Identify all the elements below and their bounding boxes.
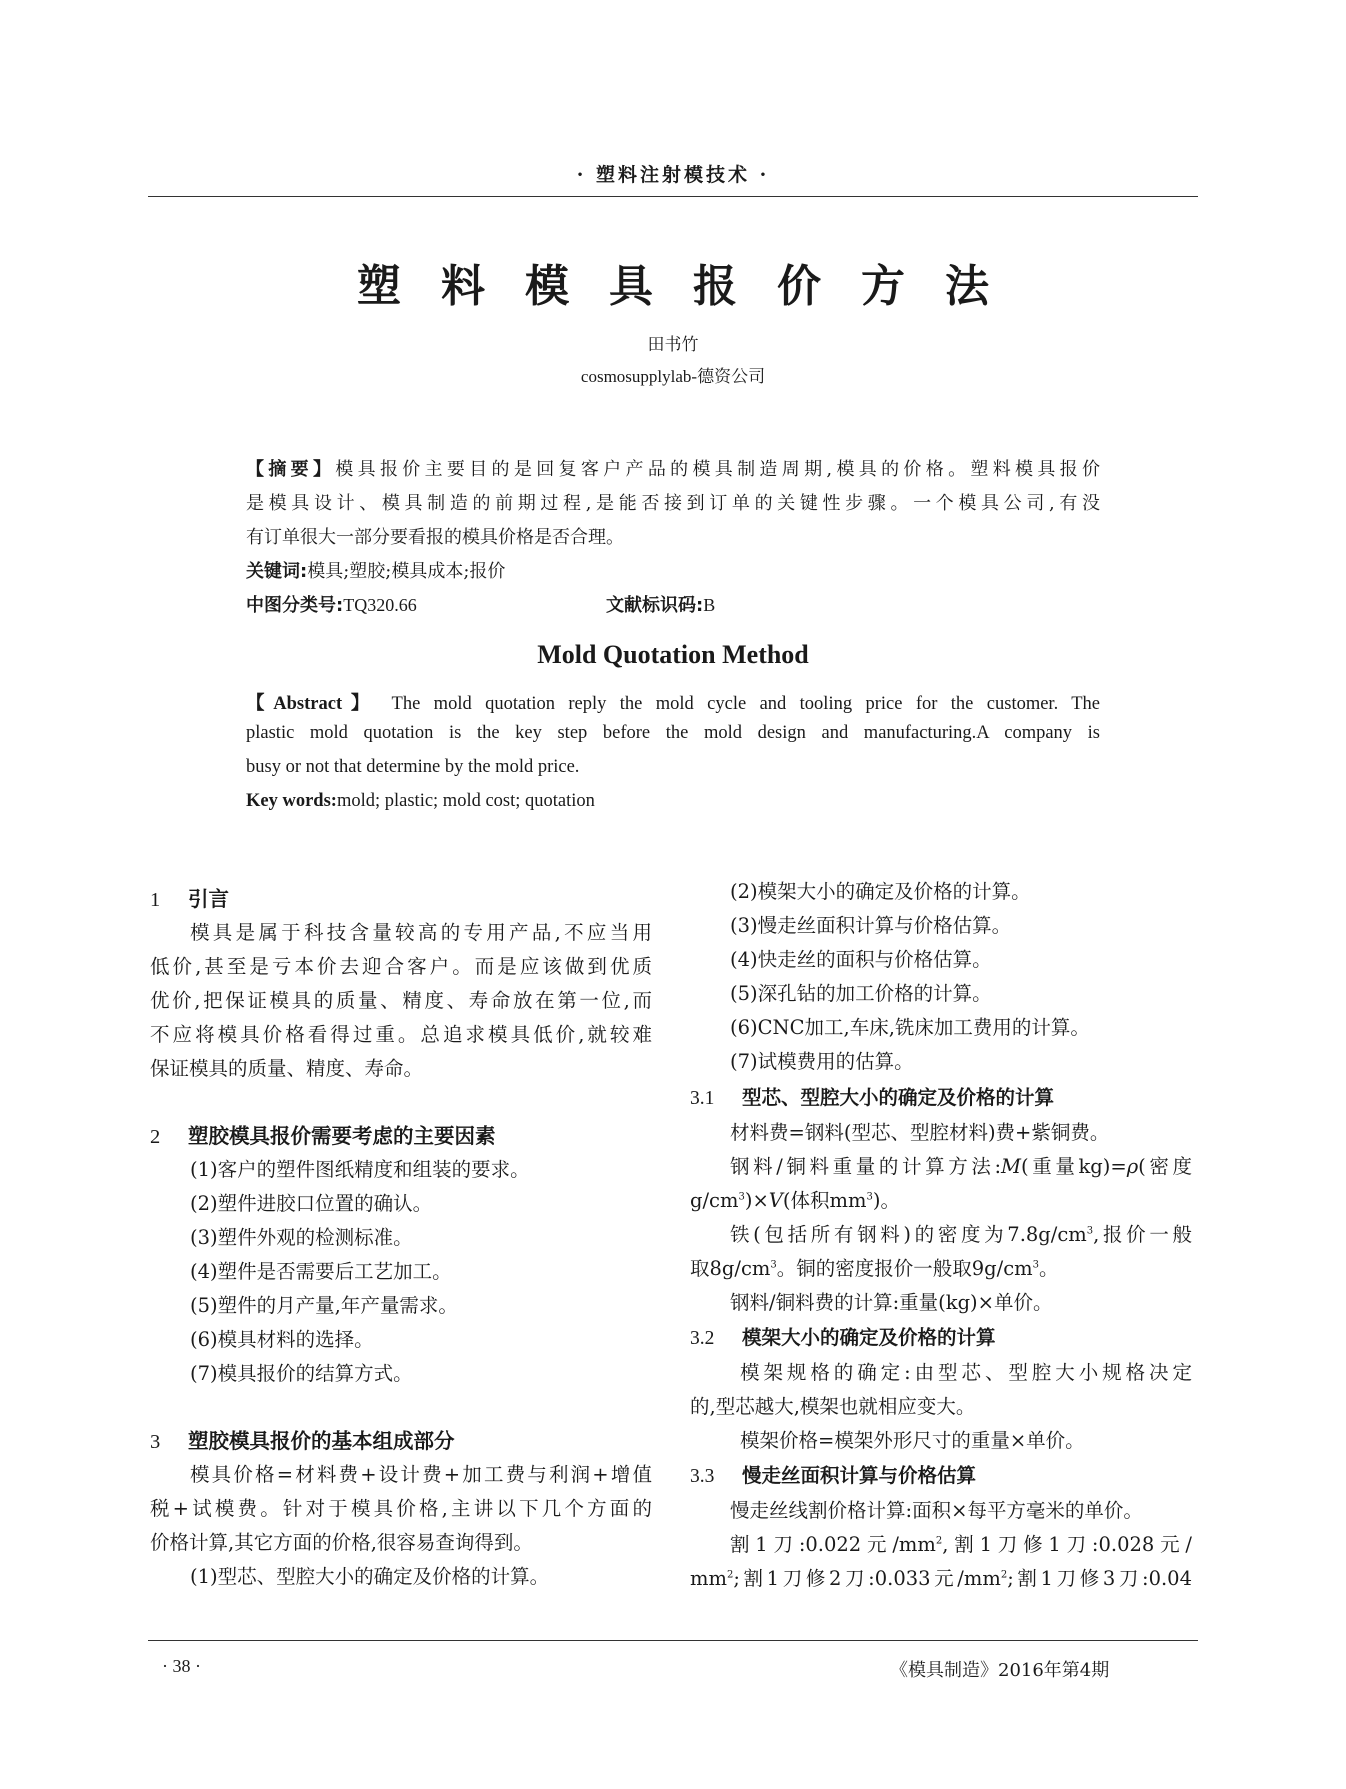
keywords-cn (246, 557, 505, 583)
text-run: M (1001, 1155, 1021, 1178)
paragraph-line (690, 1253, 1059, 1281)
superscript: 3 (770, 1259, 777, 1271)
text-run: 。 (1039, 1257, 1059, 1280)
keywords-en (246, 791, 595, 812)
paragraph-line: 模具是属于科技含量较高的专用产品,不应当用 (190, 921, 652, 944)
text-run: g/cm (690, 1189, 739, 1212)
list-item: (4)快走丝的面积与价格估算。 (730, 948, 992, 971)
subsection-3-3-heading (690, 1460, 976, 1488)
list-item: (2)塑件进胶口位置的确认。 (190, 1192, 433, 1215)
text-run: V (768, 1189, 783, 1212)
paragraph-line: 模具价格=材料费+设计费+加工费与利润+增值 (190, 1463, 652, 1486)
keywords-en-label: Key words: (246, 791, 337, 811)
text-run: )。 (872, 1189, 900, 1212)
superscript: 2 (726, 1569, 734, 1581)
section-number: 2 (150, 1126, 161, 1148)
abstract-en-line: plastic mold quotation is the key step before the mold design and manufacturing.A company is (246, 723, 1100, 743)
list-item: (5)深孔钻的加工价格的计算。 (730, 982, 992, 1005)
section-1-heading (150, 882, 229, 912)
superscript: 3 (1086, 1225, 1094, 1237)
subsection-title: 型芯、型腔大小的确定及价格的计算 (742, 1086, 1055, 1109)
paragraph-line (690, 1563, 1192, 1591)
english-title: Mold Quotation Method (537, 640, 809, 669)
section-title: 塑胶模具报价需要考虑的主要因素 (188, 1124, 496, 1148)
subsection-3-1-heading (690, 1082, 1054, 1110)
list-item: (5)塑件的月产量,年产量需求。 (190, 1294, 458, 1317)
list-item: (7)模具报价的结算方式。 (190, 1362, 413, 1385)
list-item: (3)塑件外观的检测标准。 (190, 1226, 413, 1249)
subsection-number: 3.2 (690, 1328, 715, 1349)
clc-number (246, 591, 417, 617)
abstract-cn-line (246, 455, 1100, 481)
superscript: 2 (1000, 1569, 1008, 1581)
text-run: ,割1刀修1刀:0.028元/ (942, 1533, 1192, 1556)
text-run: (体积mm (782, 1189, 867, 1212)
paragraph-line: 优价,把保证模具的质量、精度、寿命放在第一位,而 (150, 989, 652, 1012)
text-run: )× (744, 1189, 769, 1212)
abstract-cn-line: 是模具设计、模具制造的前期过程,是能否接到订单的关键性步骤。一个模具公司,有没 (246, 493, 1100, 514)
abstract-en-line (246, 689, 1100, 715)
abstract-en-label: 【Abstract】 (246, 694, 379, 714)
journal-info: 《模具制造》2016年第4期 (890, 1660, 1110, 1681)
paragraph-line: 钢料/铜料费的计算:重量(kg)×单价。 (730, 1291, 1053, 1314)
keywords-en-value: mold; plastic; mold cost; quotation (336, 791, 595, 811)
paragraph-line: 保证模具的质量、精度、寿命。 (150, 1057, 424, 1080)
list-item: (4)塑件是否需要后工艺加工。 (190, 1260, 452, 1283)
paragraph-line: 不应将模具价格看得过重。总追求模具低价,就较难 (150, 1023, 652, 1046)
paragraph-line: 材料费=钢料(型芯、型腔材料)费+紫铜费。 (730, 1121, 1110, 1144)
text-run: 钢料/铜料重量的计算方法: (730, 1155, 1002, 1178)
text-run: (重量kg)= (1021, 1155, 1127, 1178)
subsection-title: 模架大小的确定及价格的计算 (742, 1326, 996, 1349)
superscript: 3 (1032, 1259, 1039, 1271)
text-run: 。铜的密度报价一般取9g/cm (776, 1257, 1033, 1280)
superscript: 3 (738, 1191, 745, 1203)
list-item: (7)试模费用的估算。 (730, 1050, 914, 1073)
subsection-3-2-heading (690, 1322, 996, 1350)
paragraph-line: 的,型芯越大,模架也就相应变大。 (690, 1395, 976, 1418)
paragraph-line: 模架价格=模架外形尺寸的重量×单价。 (740, 1429, 1085, 1452)
list-item: (6)模具材料的选择。 (190, 1328, 374, 1351)
text-run: ,报价一般 (1093, 1223, 1192, 1246)
abstract-cn-line: 有订单很大一部分要看报的模具价格是否合理。 (246, 527, 624, 548)
abstract-en-text: The mold quotation reply the mold cycle and tooling price for the customer. The (391, 694, 1101, 714)
paragraph-line (730, 1219, 1192, 1247)
footer-rule (148, 1640, 1198, 1641)
document-code (606, 591, 715, 617)
list-item: (1)型芯、型腔大小的确定及价格的计算。 (190, 1565, 550, 1588)
abstract-en-line: busy or not that determine by the mold price. (246, 757, 580, 777)
list-item: (2)模架大小的确定及价格的计算。 (730, 880, 1031, 903)
abstract-cn-text: 模具报价主要目的是回复客户产品的模具制造周期,模具的价格。塑料模具报价 (335, 459, 1101, 480)
author: 田书竹 (647, 335, 699, 355)
paragraph-line (730, 1151, 1192, 1179)
affiliation: cosmosupplylab-德资公司 (580, 367, 766, 386)
document-code-label: 文献标识码: (606, 595, 704, 616)
document-code-value: B (703, 595, 716, 615)
text-run: ;割1刀修2刀:0.033元/mm (733, 1567, 1001, 1590)
keywords-cn-value: 模具;塑胶;模具成本;报价 (307, 561, 506, 582)
text-run: ρ (1126, 1155, 1139, 1178)
superscript: 3 (866, 1191, 873, 1203)
text-run: (密度 (1138, 1155, 1193, 1178)
text-run: 取8g/cm (690, 1257, 771, 1280)
section-number: 3 (150, 1431, 161, 1453)
subsection-number: 3.1 (690, 1088, 715, 1109)
text-run: mm (690, 1567, 727, 1590)
keywords-cn-label: 关键词: (246, 561, 308, 582)
superscript: 2 (935, 1535, 943, 1547)
header-rule (148, 196, 1198, 197)
list-item: (1)客户的塑件图纸精度和组装的要求。 (190, 1158, 530, 1181)
paragraph-line: 价格计算,其它方面的价格,很容易查询得到。 (150, 1531, 533, 1554)
paragraph-line: 低价,甚至是亏本价去迎合客户。而是应该做到优质 (150, 955, 652, 978)
paragraph-line (690, 1185, 900, 1213)
clc-label: 中图分类号: (246, 595, 344, 616)
subsection-number: 3.3 (690, 1466, 715, 1487)
column-tag: · 塑料注射模技术 · (576, 164, 770, 186)
text-run: ;割1刀修3刀:0.04 (1007, 1567, 1192, 1590)
section-3-heading (150, 1424, 455, 1454)
section-title: 塑胶模具报价的基本组成部分 (188, 1429, 455, 1453)
text-run: 铁(包括所有钢料)的密度为7.8g/cm (730, 1223, 1087, 1246)
page-number: · 38 · (162, 1656, 201, 1676)
list-item: (6)CNC加工,车床,铣床加工费用的计算。 (730, 1016, 1090, 1039)
paragraph-line: 慢走丝线割价格计算:面积×每平方毫米的单价。 (730, 1499, 1143, 1522)
section-number: 1 (150, 889, 161, 911)
paragraph-line: 模架规格的确定:由型芯、型腔大小规格决定 (740, 1361, 1192, 1384)
list-item: (3)慢走丝面积计算与价格估算。 (730, 914, 1012, 937)
abstract-cn-label: 【摘要】 (246, 459, 336, 480)
section-2-heading (150, 1119, 496, 1149)
subsection-title: 慢走丝面积计算与价格估算 (742, 1464, 977, 1487)
clc-value: TQ320.66 (343, 595, 417, 615)
page-title: 塑料模具报价方法 (357, 261, 1029, 312)
text-run: 割1刀:0.022元/mm (730, 1533, 936, 1556)
paragraph-line (730, 1529, 1192, 1557)
paragraph-line: 税+试模费。针对于模具价格,主讲以下几个方面的 (150, 1497, 652, 1520)
section-title: 引言 (188, 887, 229, 911)
